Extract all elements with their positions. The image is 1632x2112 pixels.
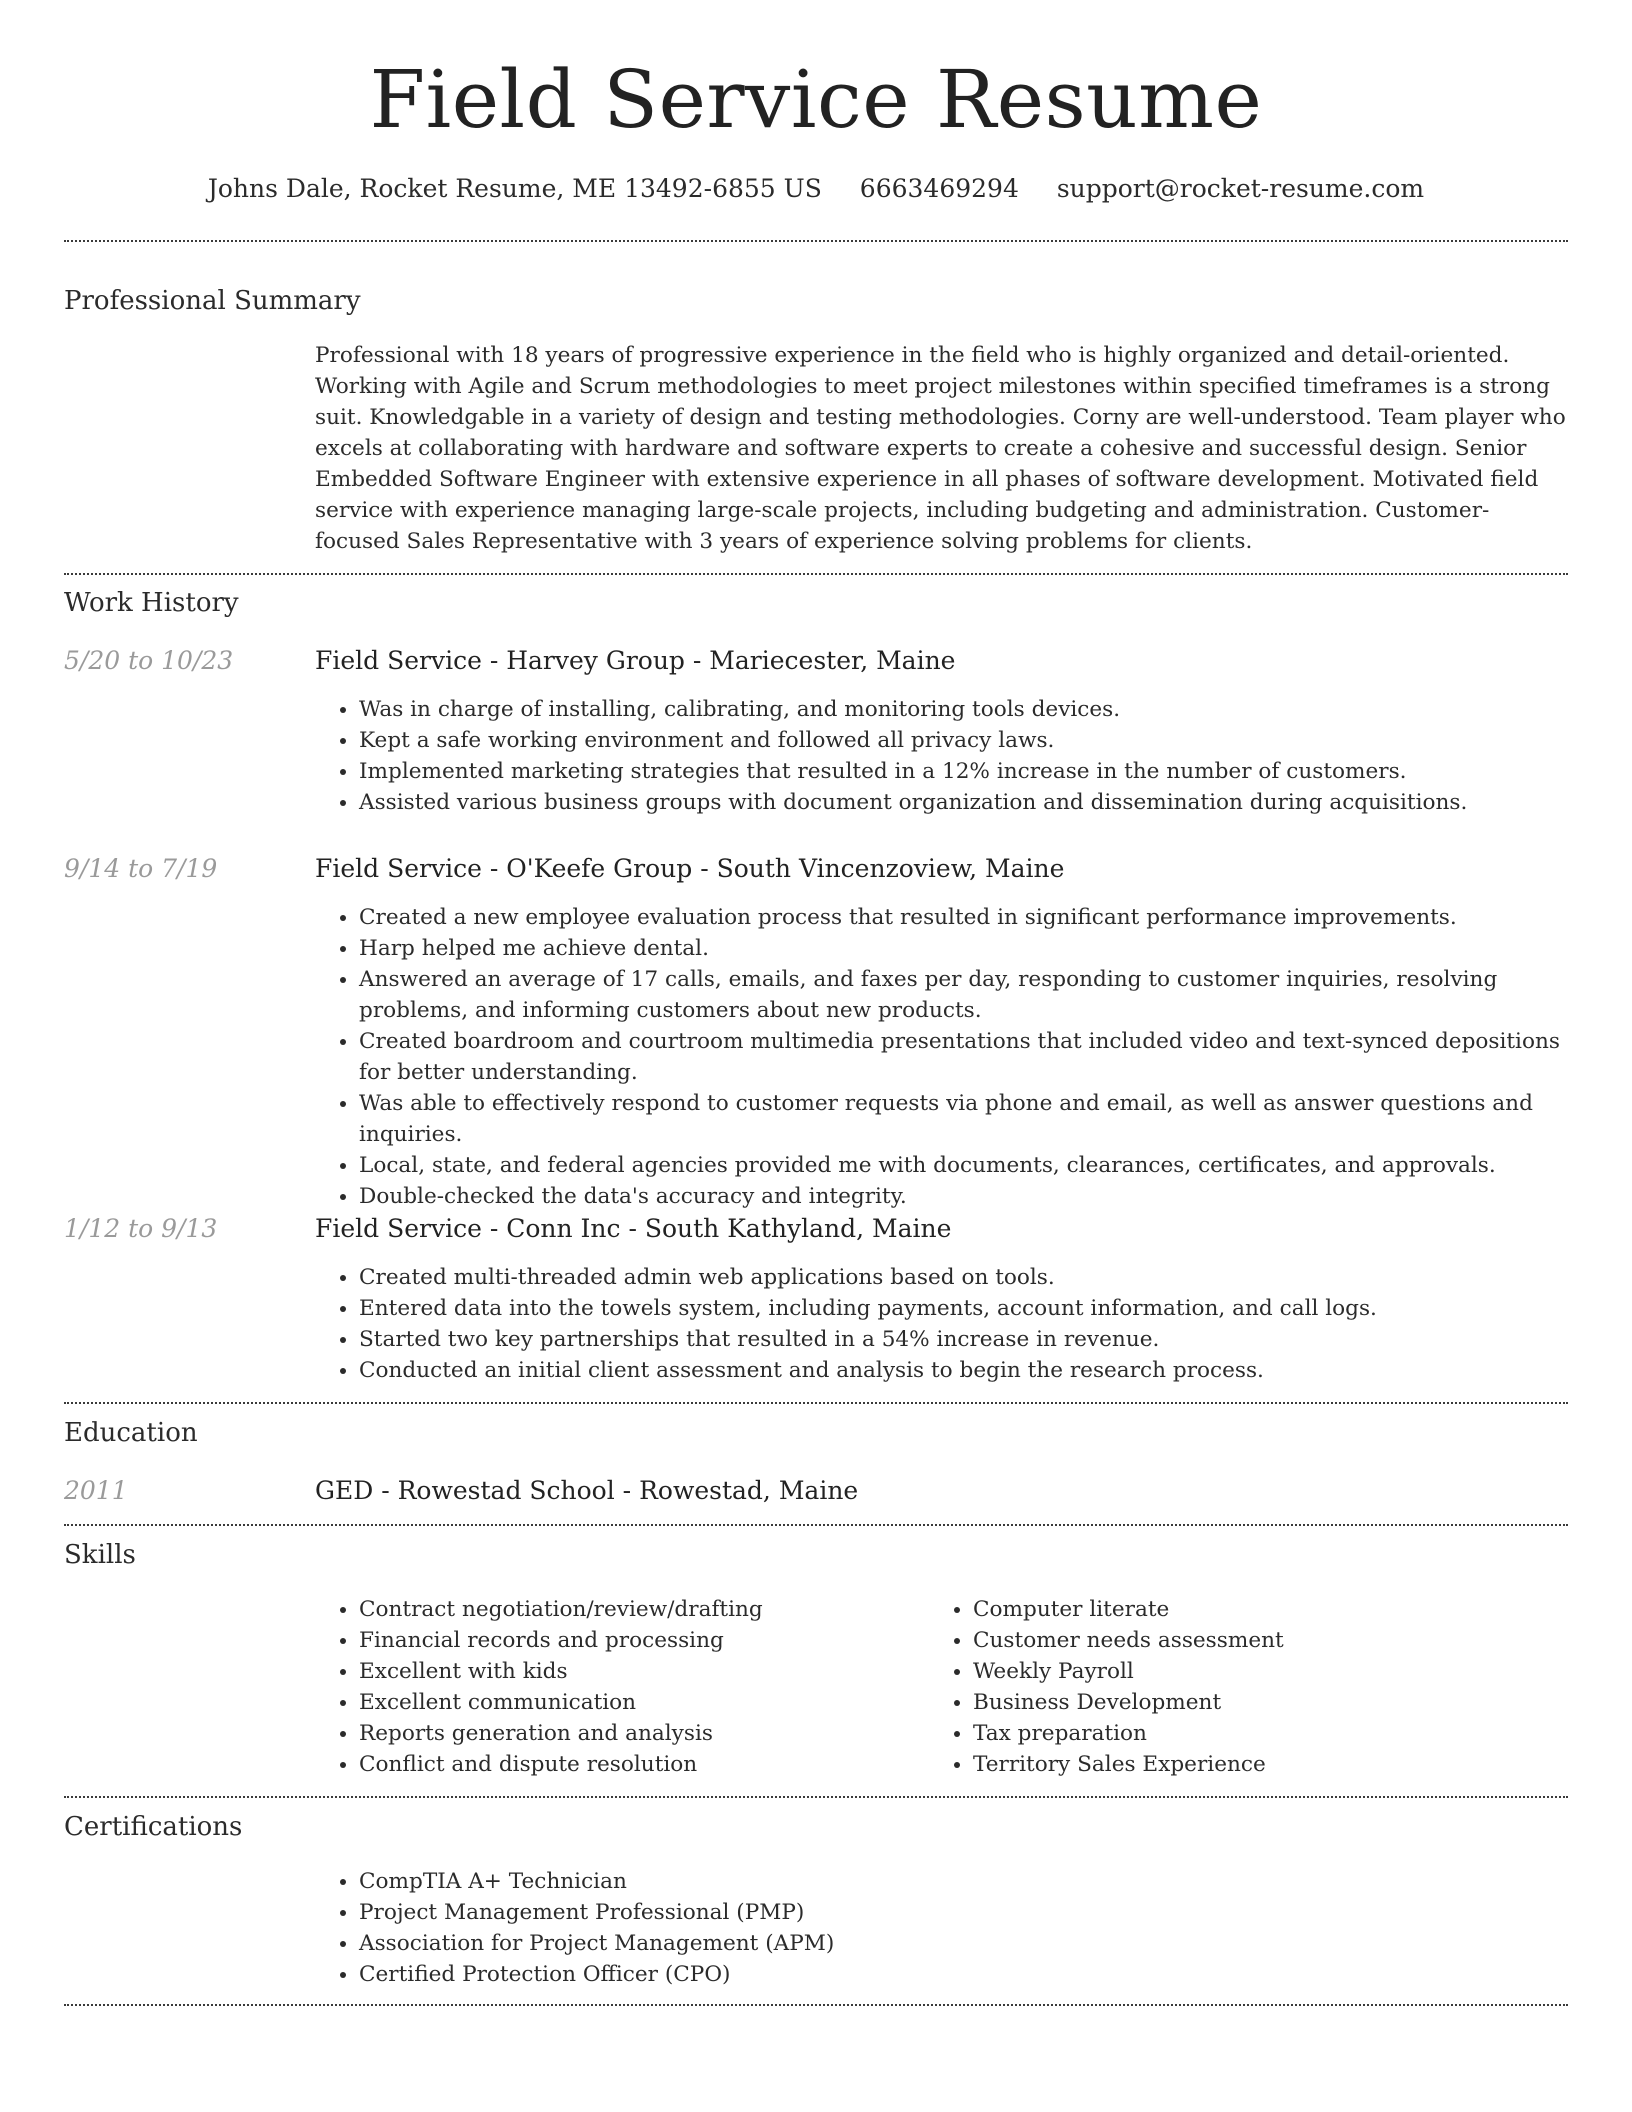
skills-list-right	[929, 1594, 1529, 1780]
certification-item: • CompTIA A+ Technician	[359, 1866, 1568, 1897]
skill-item: • Financial records and processing	[359, 1625, 915, 1656]
contact-line	[0, 172, 1632, 206]
skill-item: • Excellent with kids	[359, 1656, 915, 1687]
list-item: • Answered an average of 17 calls, emails, and faxes per day, responding to customer inquiries, resolving problems, and informing customers about new products.	[359, 964, 1568, 1026]
list-item: • Harp helped me achieve dental.	[359, 933, 1568, 964]
list-item: • Created boardroom and courtroom multimedia presentations that included video and text-synced depositions for better understanding.	[359, 1026, 1568, 1088]
list-item: • Assisted various business groups with document organization and dissemination during acquisitions.	[359, 787, 1568, 818]
divider	[64, 1524, 1568, 1526]
job-title: Field Service - O'Keefe Group - South Vincenzoview, Maine	[315, 854, 1065, 883]
skill-item: • Business Development	[973, 1687, 1529, 1718]
contact-phone: 6663469294	[859, 174, 1019, 203]
list-item: • Implemented marketing strategies that resulted in a 12% increase in the number of customers.	[359, 756, 1568, 787]
job-dates: 1/12 to 9/13	[64, 1214, 218, 1243]
skill-item: • Computer literate	[973, 1594, 1529, 1625]
list-item: • Conducted an initial client assessment and analysis to begin the research process.	[359, 1355, 1568, 1386]
resume-title: Field Service Resume	[369, 53, 1263, 146]
list-item: • Entered data into the towels system, including payments, account information, and call logs.	[359, 1293, 1568, 1324]
list-item: • Double-checked the data's accuracy and integrity.	[359, 1181, 1568, 1212]
skill-item: • Conflict and dispute resolution	[359, 1749, 915, 1780]
skill-item: • Excellent communication	[359, 1687, 915, 1718]
job-title: Field Service - Harvey Group - Mariecester, Maine	[315, 646, 956, 675]
job-dates: 5/20 to 10/23	[64, 646, 234, 675]
list-item: • Local, state, and federal agencies provided me with documents, clearances, certificates, and approvals.	[359, 1150, 1568, 1181]
certification-item: • Project Management Professional (PMP)	[359, 1897, 1568, 1928]
section-title-skills: Skills	[64, 1540, 136, 1570]
job-duties-list	[315, 902, 1568, 1212]
skills-list-left	[315, 1594, 915, 1780]
divider	[64, 240, 1568, 242]
skill-item: • Reports generation and analysis	[359, 1718, 915, 1749]
contact-address: Johns Dale, Rocket Resume, ME 13492-6855 US	[207, 174, 822, 203]
list-item: • Was in charge of installing, calibrating, and monitoring tools devices.	[359, 694, 1568, 725]
job-title: Field Service - Conn Inc - South Kathyland, Maine	[315, 1214, 952, 1243]
job-dates: 9/14 to 7/19	[64, 854, 218, 883]
certifications-list	[315, 1866, 1568, 1990]
skill-item: • Territory Sales Experience	[973, 1749, 1529, 1780]
divider	[64, 2004, 1568, 2006]
education-degree: GED - Rowestad School - Rowestad, Maine	[315, 1476, 859, 1505]
divider	[64, 1402, 1568, 1404]
certification-item: • Certified Protection Officer (CPO)	[359, 1959, 1568, 1990]
job-duties-list	[315, 694, 1568, 818]
section-title-summary: Professional Summary	[64, 286, 361, 316]
skill-item: • Tax preparation	[973, 1718, 1529, 1749]
section-title-work: Work History	[64, 588, 239, 618]
job-duties-list	[315, 1262, 1568, 1386]
section-title-education: Education	[64, 1418, 198, 1448]
skill-item: • Customer needs assessment	[973, 1625, 1529, 1656]
list-item: • Created multi-threaded admin web applications based on tools.	[359, 1262, 1568, 1293]
list-item: • Created a new employee evaluation process that resulted in significant performance improvements.	[359, 902, 1568, 933]
contact-email: support@rocket-resume.com	[1056, 174, 1425, 203]
list-item: • Started two key partnerships that resulted in a 54% increase in revenue.	[359, 1324, 1568, 1355]
summary-text: Professional with 18 years of progressive experience in the field who is highly organized and detail-oriented. Working with Agile and Scrum methodologies to meet project milestones within specified timeframes is a strong suit. Knowledgable in a variety of design and testing methodologies. Corny are well-understood. Team player who excels at collaborating with hardware and software experts to create a cohesive and successful design. Senior Embedded Software Engineer with extensive experience in all phases of software development. Motivated field service with experience managing large-scale projects, including budgeting and administration. Customer-focused Sales Representative with 3 years of experience solving problems for clients.	[315, 343, 1566, 554]
skill-item: • Weekly Payroll	[973, 1656, 1529, 1687]
list-item: • Kept a safe working environment and followed all privacy laws.	[359, 725, 1568, 756]
divider	[64, 573, 1568, 575]
education-year: 2011	[64, 1476, 128, 1505]
section-title-certifications: Certifications	[64, 1812, 243, 1842]
list-item: • Was able to effectively respond to customer requests via phone and email, as well as answer questions and inquiries.	[359, 1088, 1568, 1150]
certification-item: • Association for Project Management (APM)	[359, 1928, 1568, 1959]
skill-item: • Contract negotiation/review/drafting	[359, 1594, 915, 1625]
divider	[64, 1796, 1568, 1798]
